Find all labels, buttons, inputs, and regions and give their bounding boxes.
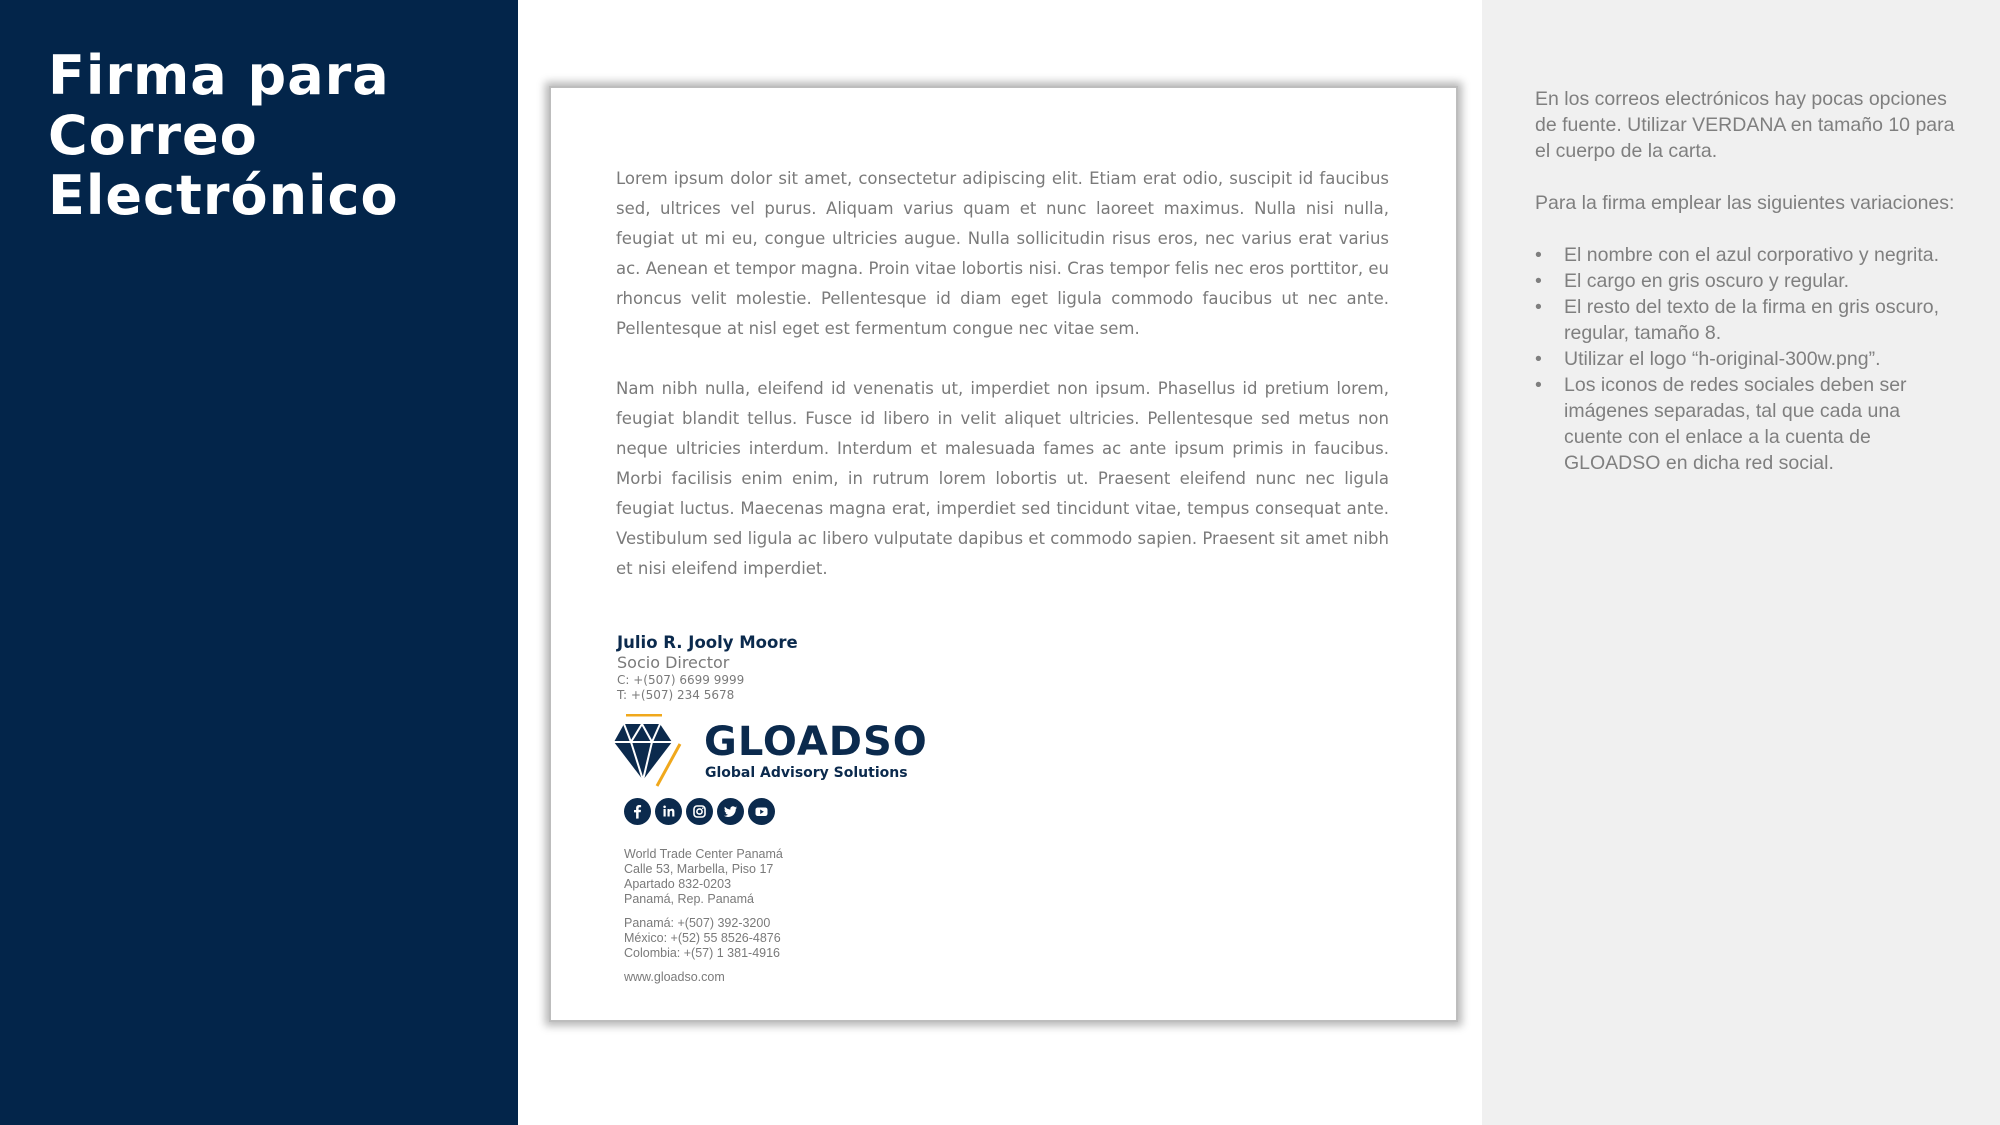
address-line: World Trade Center Panamá: [624, 847, 783, 861]
social-icons: [624, 798, 775, 826]
title-line-1: Firma para: [48, 44, 390, 107]
notes-bullet: • Utilizar el logo “h-original-300w.png”.: [1535, 346, 1955, 372]
twitter-icon[interactable]: [717, 798, 744, 825]
youtube-icon[interactable]: [748, 798, 775, 825]
address-line: Panamá, Rep. Panamá: [624, 892, 754, 906]
left-panel: [0, 0, 518, 1125]
linkedin-icon[interactable]: [655, 798, 682, 825]
logo-wordmark: GLOADSO: [704, 719, 928, 765]
notes-bullet-list: [1535, 242, 1955, 476]
phone-colombia: Colombia: +(57) 1 381-4916: [624, 946, 780, 960]
title-line-2: Correo: [48, 104, 258, 167]
signature-telephone: T: +(507) 234 5678: [617, 688, 735, 702]
address-line: Apartado 832-0203: [624, 877, 732, 891]
signature-cell-phone: C: +(507) 6699 9999: [617, 673, 745, 687]
page-title: [48, 46, 488, 226]
instagram-icon[interactable]: [686, 798, 713, 825]
notes-signature-intro: Para la firma emplear las siguientes variaciones:: [1535, 192, 1955, 214]
facebook-icon[interactable]: [624, 798, 651, 825]
signature-role: Socio Director: [617, 653, 730, 672]
address-line: Calle 53, Marbella, Piso 17: [624, 862, 774, 876]
website-link[interactable]: www.gloadso.com: [624, 970, 725, 984]
phone-mexico: México: +(52) 55 8526-4876: [624, 931, 781, 945]
notes-intro: En los correos electrónicos hay pocas opciones de fuente. Utilizar VERDANA en tamaño 10 para el cuerpo de la carta.: [1535, 88, 1955, 162]
notes-bullet: • El cargo en gris oscuro y regular.: [1535, 268, 1955, 294]
signature-name: Julio R. Jooly Moore: [617, 633, 798, 652]
diamond-logo-icon: [614, 714, 700, 790]
logo-tagline: Global Advisory Solutions: [705, 765, 908, 781]
guidelines-notes: [1535, 86, 1955, 476]
notes-bullet: • El resto del texto de la firma en gris oscuro, regular, tamaño 8.: [1535, 294, 1955, 346]
gloadso-logo: [614, 714, 928, 790]
title-line-3: Electrónico: [48, 164, 399, 227]
letter-paragraph-2: Nam nibh nulla, eleifend id venenatis ut, imperdiet non ipsum. Phasellus id pretium lorem, feugiat blandit tellus. Fusce id libero in velit aliquet ultricies. Pellentesque sed metus non neque ultricies interdum. Interdum et malesuada fames ac ante ipsum primis in faucibus. Morbi facilisis enim enim, in rutrum lorem lobortis ut. Praesent eleifend nunc nec ligula feugiat luctus. Maecenas magna erat, imperdiet sed tincidunt vitae, tempus consequat ante. Vestibulum sed ligula ac libero vulputate dapibus et commodo sapien. Praesent sit amet nibh et nisi eleifend imperdiet.: [616, 379, 1389, 578]
office-address: [624, 847, 783, 907]
letter-paragraph-1: Lorem ipsum dolor sit amet, consectetur adipiscing elit. Etiam erat odio, suscipit id faucibus sed, ultrices vel purus. Aliquam varius quam et nunc laoreet maximus. Nulla nisi nulla, feugiat ut mi eu, congue ultricies augue. Nulla sollicitudin risus eros, nec varius erat varius ac. Aenean et tempor magna. Proin vitae lobortis nisi. Cras tempor felis nec eros porttitor, eu rhoncus velit molestie. Pellentesque id diam eget ligula commodo faucibus ut nec ante. Pellentesque at nisl eget est fermentum congue nec vitae sem.: [616, 169, 1389, 338]
phone-panama: Panamá: +(507) 392-3200: [624, 916, 771, 930]
notes-bullet: • El nombre con el azul corporativo y negrita.: [1535, 242, 1955, 268]
notes-bullet: • Los iconos de redes sociales deben ser imágenes separadas, tal que cada una cuente con el enlace a la cuenta de GLOADSO en dicha red social.: [1535, 372, 1955, 476]
office-phones: [624, 916, 781, 961]
email-preview: [549, 86, 1458, 1022]
